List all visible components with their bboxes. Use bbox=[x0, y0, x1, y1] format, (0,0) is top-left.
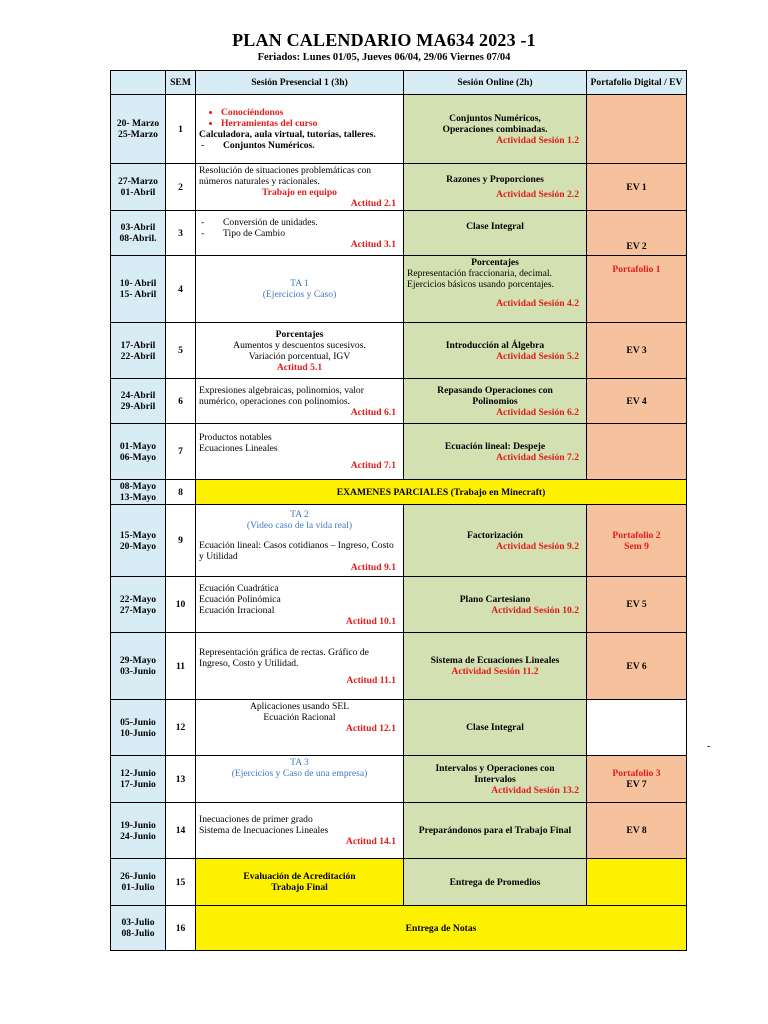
presencial-cell: Representación gráfica de rectas. Gráfico de Ingreso, Costo y Utilidad. Actitud 11.1 bbox=[196, 633, 404, 700]
week-number: 15 bbox=[166, 859, 196, 906]
table-row bbox=[111, 577, 687, 633]
online-header: Sesión Online (2h) bbox=[404, 71, 587, 95]
week-number: 5 bbox=[166, 323, 196, 379]
table-row bbox=[111, 211, 687, 256]
week-number: 14 bbox=[166, 803, 196, 859]
week-number: 16 bbox=[166, 906, 196, 951]
presencial-header: Sesión Presencial 1 (3h) bbox=[196, 71, 404, 95]
table-row bbox=[111, 256, 687, 323]
presencial-cell: TA 2 (Video caso de la vida real) Ecuación lineal: Casos cotidianos – Ingreso, Costo y Utilidad Actitud 9.1 bbox=[196, 505, 404, 577]
week-dates: 26-Junio 01-Julio bbox=[111, 859, 166, 906]
week-number: 9 bbox=[166, 505, 196, 577]
week-number: 13 bbox=[166, 756, 196, 803]
online-cell: Porcentajes Representación fraccionaria, decimal. Ejercicios básicos usando porcentajes. Actividad Sesión 4.2 bbox=[404, 256, 587, 323]
sem-header: SEM bbox=[166, 71, 196, 95]
week-dates: 15-Mayo 20-Mayo bbox=[111, 505, 166, 577]
week-dates: 01-Mayo 06-Mayo bbox=[111, 424, 166, 480]
week-dates: 03-Abril 08-Abril. bbox=[111, 211, 166, 256]
table-row bbox=[111, 95, 687, 164]
week-number: 2 bbox=[166, 164, 196, 211]
week-number: 10 bbox=[166, 577, 196, 633]
portfolio-cell bbox=[587, 859, 687, 906]
table-row bbox=[111, 859, 687, 906]
online-cell: Introducción al Álgebra Actividad Sesión 5.2 bbox=[404, 323, 587, 379]
week-number: 7 bbox=[166, 424, 196, 480]
week-dates: 10- Abril 15- Abril bbox=[111, 256, 166, 323]
online-cell: Razones y Proporciones Actividad Sesión 2.2 bbox=[404, 164, 587, 211]
portfolio-cell bbox=[587, 700, 687, 756]
page-title: PLAN CALENDARIO MA634 2023 -1 bbox=[232, 30, 536, 50]
week-dates: 08-Mayo 13-Mayo bbox=[111, 480, 166, 505]
table-row bbox=[111, 700, 687, 756]
presencial-cell: Expresiones algebraicas, polinomios, valor numérico, operaciones con polinomios. Actitud 6.1 bbox=[196, 379, 404, 424]
table-row bbox=[111, 379, 687, 424]
week-dates: 22-Mayo 27-Mayo bbox=[111, 577, 166, 633]
week-dates: 05-Junio 10-Junio bbox=[111, 700, 166, 756]
table-row bbox=[111, 424, 687, 480]
presencial-cell: Evaluación de Acreditación Trabajo Final bbox=[196, 859, 404, 906]
portfolio-cell: EV 1 bbox=[587, 164, 687, 211]
calendar-table bbox=[110, 70, 687, 951]
portfolio-cell: Portafolio 3 EV 7 bbox=[587, 756, 687, 803]
portfolio-cell: Portafolio 2 Sem 9 bbox=[587, 505, 687, 577]
table-row bbox=[111, 756, 687, 803]
table-row bbox=[111, 164, 687, 211]
online-cell: Ecuación lineal: Despeje Actividad Sesión 7.2 bbox=[404, 424, 587, 480]
portfolio-cell bbox=[587, 424, 687, 480]
week-number: 1 bbox=[166, 95, 196, 164]
week-number: 4 bbox=[166, 256, 196, 323]
presencial-cell: - Conversión de unidades. - Tipo de Cambio Actitud 3.1 bbox=[196, 211, 404, 256]
week-number: 11 bbox=[166, 633, 196, 700]
online-cell: Entrega de Promedios bbox=[404, 859, 587, 906]
exams-banner: EXAMENES PARCIALES (Trabajo en Minecraft) bbox=[196, 480, 687, 505]
week-dates: 03-Julio 08-Julio bbox=[111, 906, 166, 951]
online-cell: Plano Cartesiano Actividad Sesión 10.2 bbox=[404, 577, 587, 633]
portfolio-cell: EV 8 bbox=[587, 803, 687, 859]
online-cell: Intervalos y Operaciones con Intervalos Actividad Sesión 13.2 bbox=[404, 756, 587, 803]
online-cell: Clase Integral bbox=[404, 700, 587, 756]
presencial-cell: TA 3 (Ejercicios y Caso de una empresa) bbox=[196, 756, 404, 803]
grades-banner: Entrega de Notas bbox=[196, 906, 687, 951]
portfolio-cell bbox=[587, 95, 687, 164]
online-cell: Clase Integral bbox=[404, 211, 587, 256]
portfolio-cell: EV 5 bbox=[587, 577, 687, 633]
week-dates: 27-Marzo 01-Abril bbox=[111, 164, 166, 211]
week-number: 6 bbox=[166, 379, 196, 424]
online-cell: Sistema de Ecuaciones Lineales Actividad Sesión 11.2 bbox=[404, 633, 587, 700]
portfolio-cell: EV 6 bbox=[587, 633, 687, 700]
week-dates: 24-Abril 29-Abril bbox=[111, 379, 166, 424]
week-dates: 12-Junio 17-Junio bbox=[111, 756, 166, 803]
presencial-cell: Aplicaciones usando SEL Ecuación Racional Actitud 12.1 bbox=[196, 700, 404, 756]
presencial-cell: • Conociéndonos • Herramientas del curso Calculadora, aula virtual, tutorías, talleres. - Conjuntos Numéricos. bbox=[196, 95, 404, 164]
table-row bbox=[111, 480, 687, 505]
presencial-cell: TA 1 (Ejercicios y Caso) bbox=[196, 256, 404, 323]
week-dates: 29-Mayo 03-Junio bbox=[111, 633, 166, 700]
date-header bbox=[111, 71, 166, 95]
presencial-cell: Resolución de situaciones problemáticas con números naturales y racionales. Trabajo en equipo Actitud 2.1 bbox=[196, 164, 404, 211]
online-cell: Conjuntos Numéricos, Operaciones combinadas. Actividad Sesión 1.2 bbox=[404, 95, 587, 164]
week-dates: 20- Marzo 25-Marzo bbox=[111, 95, 166, 164]
presencial-cell: Productos notables Ecuaciones Lineales Actitud 7.1 bbox=[196, 424, 404, 480]
portfolio-cell: EV 2 bbox=[587, 211, 687, 256]
portfolio-cell: EV 4 bbox=[587, 379, 687, 424]
presencial-cell: Porcentajes Aumentos y descuentos sucesivos. Variación porcentual, IGV Actitud 5.1 bbox=[196, 323, 404, 379]
holidays-note: Feriados: Lunes 01/05, Jueves 06/04, 29/06 Viernes 07/04 bbox=[257, 52, 511, 63]
online-cell: Repasando Operaciones con Polinomios Actividad Sesión 6.2 bbox=[404, 379, 587, 424]
week-dates: 17-Abril 22-Abril bbox=[111, 323, 166, 379]
table-header-row bbox=[111, 71, 687, 95]
week-number: 12 bbox=[166, 700, 196, 756]
portfolio-cell: EV 3 bbox=[587, 323, 687, 379]
week-dates: 19-Junio 24-Junio bbox=[111, 803, 166, 859]
week-number: 3 bbox=[166, 211, 196, 256]
table-row bbox=[111, 505, 687, 577]
online-cell: Factorización Actividad Sesión 9.2 bbox=[404, 505, 587, 577]
table-row bbox=[111, 633, 687, 700]
online-cell: Preparándonos para el Trabajo Final bbox=[404, 803, 587, 859]
portfolio-cell: Portafolio 1 bbox=[587, 256, 687, 323]
presencial-cell: Ecuación Cuadrática Ecuación Polinómica Ecuación Irracional Actitud 10.1 bbox=[196, 577, 404, 633]
week-number: 8 bbox=[166, 480, 196, 505]
table-row bbox=[111, 323, 687, 379]
presencial-cell: Inecuaciones de primer grado Sistema de Inecuaciones Lineales Actitud 14.1 bbox=[196, 803, 404, 859]
portfolio-header: Portafolio Digital / EV bbox=[587, 71, 687, 95]
table-row bbox=[111, 906, 687, 951]
table-row bbox=[111, 803, 687, 859]
stray-mark: - bbox=[707, 741, 711, 752]
